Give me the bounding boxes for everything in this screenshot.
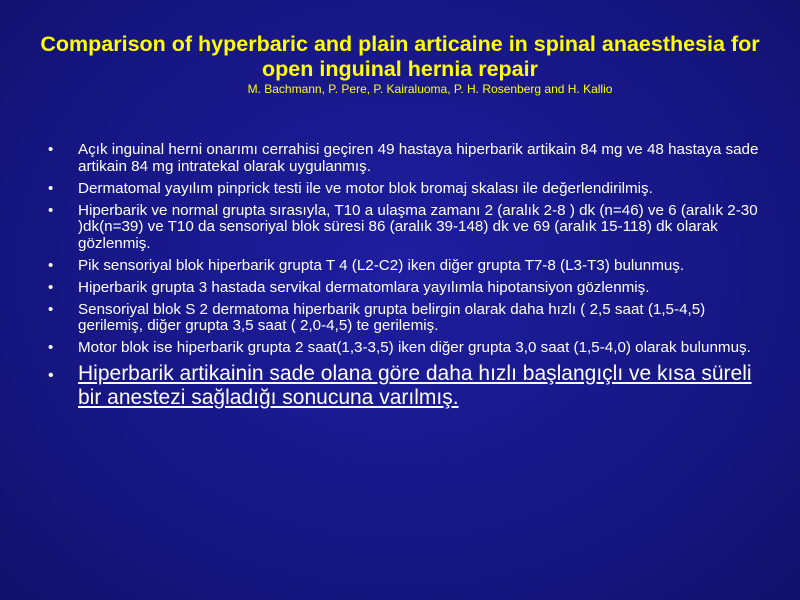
bullet-text: Açık inguinal herni onarımı cerrahisi geçiren 49 hastaya hiperbarik artikain 84 mg ve 48 hastaya sade artikain 84 mg intratekal olarak uygulanmış. [78, 141, 759, 175]
bullet-icon: • [48, 300, 54, 318]
bullet-text: Hiperbarik grupta 3 hastada servikal dermatomlara yayılımla hipotansiyon gözlenmiş. [78, 278, 650, 296]
bullet-icon: • [48, 278, 54, 296]
bullet-icon: • [48, 256, 54, 274]
title-block [40, 32, 760, 96]
bullet-item [48, 181, 760, 198]
bullet-item [48, 340, 760, 357]
bullet-text: Motor blok ise hiperbarik grupta 2 saat(1,3-3,5) iken diğer grupta 3,0 saat (1,5-4,0) olarak bulunmuş. [78, 339, 751, 356]
conclusion-item [48, 362, 760, 410]
bullet-item [48, 258, 760, 275]
bullet-item [48, 280, 760, 297]
bullet-icon: • [48, 179, 54, 197]
bullet-item [48, 142, 760, 175]
slide-authors: M. Bachmann, P. Pere, P. Kairaluoma, P. H. Rosenberg and H. Kallio [247, 82, 613, 96]
bullet-text: Hiperbarik ve normal grupta sırasıyla, T10 a ulaşma zamanı 2 (aralık 2-8 ) dk (n=46) ve 6 (aralık 2-30 )dk(n=39) ve T10 da sensoriyal blok süresi 86 (aralık 39-148) dk ve 69 (aralık 15-118) dk olarak gözlenmiş. [78, 201, 758, 252]
bullet-item [48, 203, 760, 253]
bullet-icon: • [48, 339, 54, 356]
bullet-item [48, 302, 760, 335]
bullet-icon: • [48, 367, 54, 384]
bullet-text: Dermatomal yayılım pinprick testi ile ve motor blok bromaj skalası ile değerlendirilmiş. [78, 179, 653, 197]
bullet-icon: • [48, 201, 54, 219]
conclusion-text: Hiperbarik artikainin sade olana göre daha hızlı başlangıçlı ve kısa süreli bir anestezi sağladığı sonucuna varılmış. [78, 362, 752, 409]
bullet-list [48, 142, 760, 416]
bullet-icon: • [48, 141, 54, 158]
slide-title: Comparison of hyperbaric and plain articaine in spinal anaesthesia for open inguinal hernia repair [40, 32, 760, 81]
bullet-text: Pik sensoriyal blok hiperbarik grupta T 4 (L2-C2) iken diğer grupta T7-8 (L3-T3) bulunmuş. [78, 256, 685, 274]
bullet-text: Sensoriyal blok S 2 dermatoma hiperbarik grupta belirgin olarak daha hızlı ( 2,5 saat (1,5-4,5) gerilemiş, diğer grupta 3,5 saat ( 2,0-4,5) te gerilemiş. [78, 300, 706, 334]
